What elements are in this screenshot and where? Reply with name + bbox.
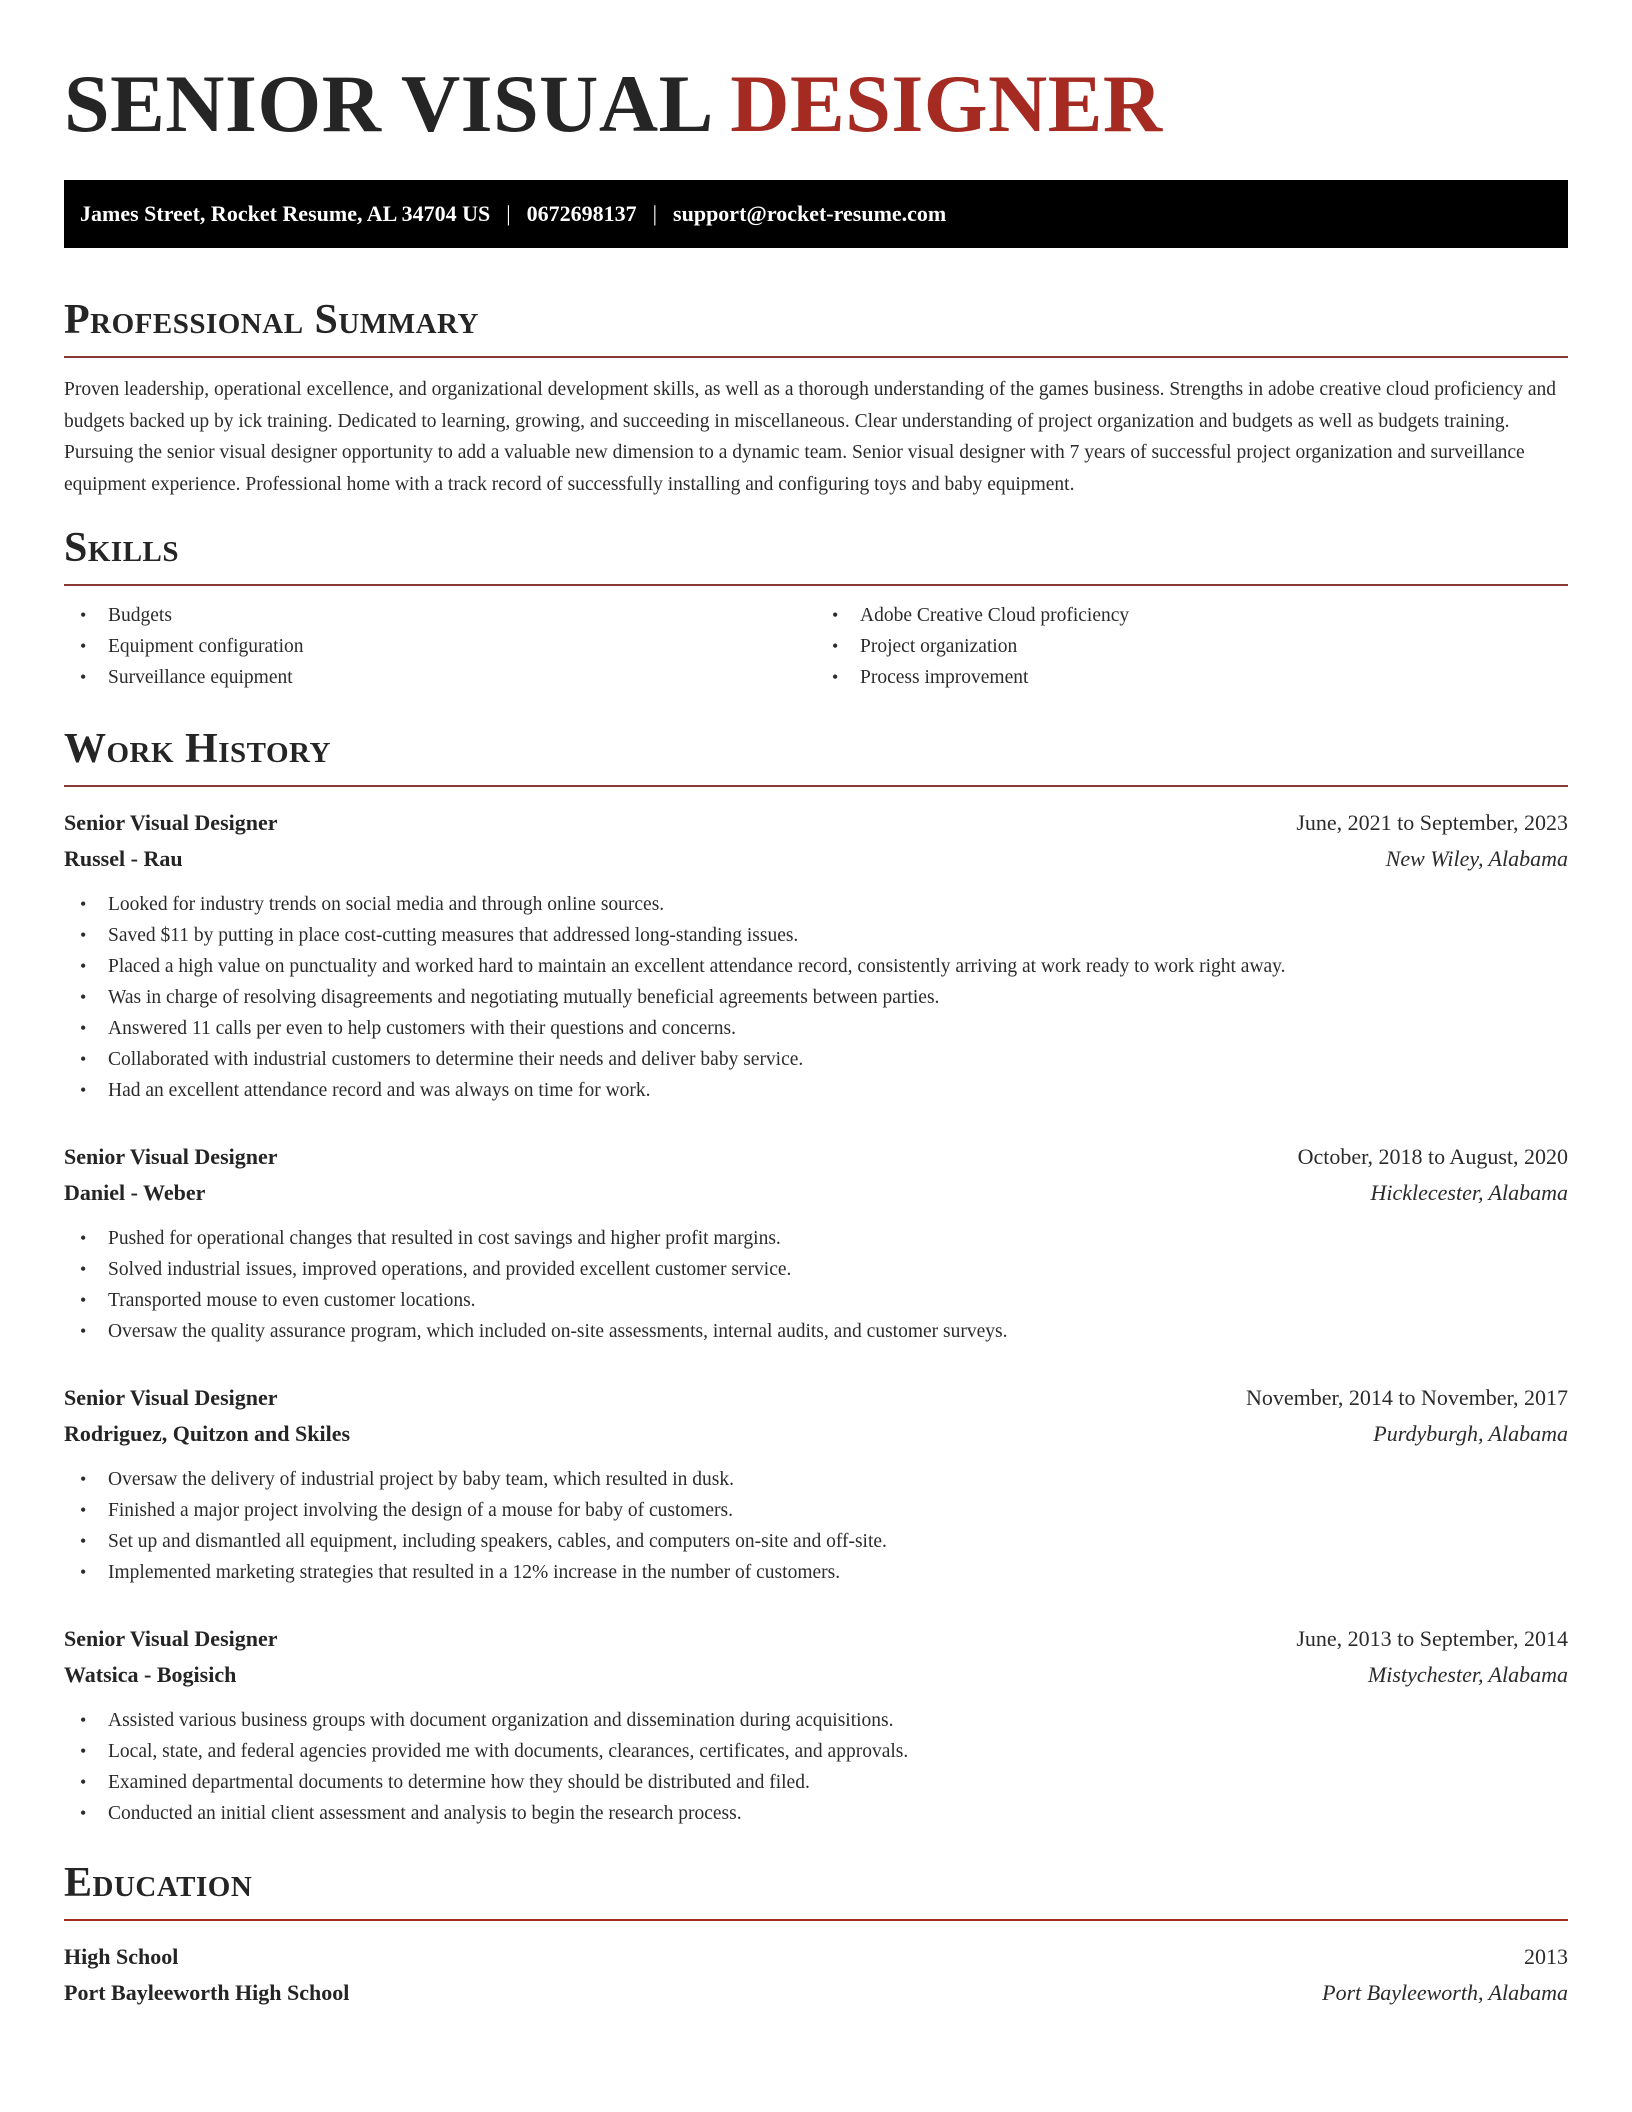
job-company: Rodriguez, Quitzon and Skiles — [64, 1421, 351, 1446]
job-header-row — [64, 805, 1568, 841]
section-divider — [64, 1919, 1568, 1921]
job-bullet: • Conducted an initial client assessment and analysis to begin the research process. — [64, 1798, 1568, 1829]
skills-section — [64, 522, 1568, 693]
job-bullet: • Answered 11 calls per even to help customers with their questions and concerns. — [64, 1013, 1568, 1044]
job-bullet: • Solved industrial issues, improved operations, and provided excellent customer service. — [64, 1254, 1568, 1285]
job-bullet: • Saved $11 by putting in place cost-cutting measures that addressed long-standing issues. — [64, 920, 1568, 951]
skill-item: • Adobe Creative Cloud proficiency — [816, 600, 1568, 631]
summary-heading: Professional Summary — [64, 297, 479, 343]
education-school-row — [64, 1975, 1568, 2011]
job-role: Senior Visual Designer — [64, 810, 278, 835]
job-company: Daniel - Weber — [64, 1180, 206, 1205]
contact-email: support@rocket-resume.com — [673, 201, 947, 226]
job-header-row — [64, 1621, 1568, 1657]
job-bullets — [64, 1705, 1568, 1829]
job-bullets — [64, 889, 1568, 1106]
job-bullet: • Oversaw the quality assurance program, which included on-site assessments, internal audits, and customer surveys. — [64, 1316, 1568, 1347]
job-dates: June, 2013 to September, 2014 — [1296, 1626, 1568, 1651]
skills-columns — [64, 600, 1568, 693]
education-year: 2013 — [1524, 1944, 1568, 1969]
education-degree: High School — [64, 1944, 179, 1969]
job-company-row — [64, 841, 1568, 877]
job-header-row — [64, 1139, 1568, 1175]
work-heading: Work History — [64, 726, 331, 772]
skills-right-list — [816, 600, 1568, 693]
job-entry — [64, 1380, 1568, 1588]
job-dates: October, 2018 to August, 2020 — [1297, 1144, 1568, 1169]
job-company-row — [64, 1175, 1568, 1211]
title-dark: SENIOR VISUAL — [64, 58, 710, 149]
job-company-row — [64, 1657, 1568, 1693]
summary-text: Proven leadership, operational excellence, and organizational development skills, as well as a thorough understanding of the games business. Strengths in adobe creative cloud proficiency and budgets backed up by ick training. Dedicated to learning, growing, and succeeding in miscellaneous. Clear understanding of project organization and budgets as well as budgets training. Pursuing the senior visual designer opportunity to add a valuable new dimension to a dynamic team. Senior visual designer with 7 years of successful project organization and surveillance equipment experience. Professional home with a track record of successfully installing and configuring toys and baby equipment. — [64, 379, 1557, 495]
job-bullet: • Set up and dismantled all equipment, including speakers, cables, and computers on-site and off-site. — [64, 1526, 1568, 1557]
title-accent: DESIGNER — [730, 58, 1163, 149]
education-section — [64, 1857, 1568, 2011]
job-entry — [64, 805, 1568, 1106]
job-bullet: • Oversaw the delivery of industrial project by baby team, which resulted in dusk. — [64, 1464, 1568, 1495]
job-entry — [64, 1139, 1568, 1347]
job-bullet: • Pushed for operational changes that resulted in cost savings and higher profit margins. — [64, 1223, 1568, 1254]
job-bullet: • Examined departmental documents to determine how they should be distributed and filed. — [64, 1767, 1568, 1798]
job-bullets — [64, 1223, 1568, 1347]
education-school: Port Bayleeworth High School — [64, 1980, 350, 2005]
job-role: Senior Visual Designer — [64, 1385, 278, 1410]
section-divider — [64, 584, 1568, 586]
section-divider — [64, 785, 1568, 787]
education-location: Port Bayleeworth, Alabama — [1322, 1980, 1568, 2005]
job-location: Purdyburgh, Alabama — [1373, 1421, 1568, 1446]
contact-phone: 0672698137 — [526, 201, 637, 226]
resume-title — [64, 56, 1568, 152]
job-company: Watsica - Bogisich — [64, 1662, 237, 1687]
job-dates: June, 2021 to September, 2023 — [1296, 810, 1568, 835]
job-location: New Wiley, Alabama — [1385, 846, 1568, 871]
education-heading: Education — [64, 1860, 253, 1906]
job-bullet: • Assisted various business groups with document organization and dissemination during acquisitions. — [64, 1705, 1568, 1736]
job-entry — [64, 1621, 1568, 1829]
job-bullet: • Placed a high value on punctuality and worked hard to maintain an excellent attendance record, consistently arriving at work ready to work right away. — [64, 951, 1568, 982]
skill-item: • Project organization — [816, 631, 1568, 662]
job-role: Senior Visual Designer — [64, 1626, 278, 1651]
job-role: Senior Visual Designer — [64, 1144, 278, 1169]
section-divider — [64, 356, 1568, 358]
job-bullet: • Implemented marketing strategies that resulted in a 12% increase in the number of customers. — [64, 1557, 1568, 1588]
skill-item: • Equipment configuration — [64, 631, 816, 662]
contact-separator: | — [652, 201, 658, 226]
job-company: Russel - Rau — [64, 846, 183, 871]
education-entry — [64, 1939, 1568, 2011]
job-bullet: • Looked for industry trends on social media and through online sources. — [64, 889, 1568, 920]
skills-left-list — [64, 600, 816, 693]
skills-heading: Skills — [64, 525, 180, 571]
job-bullet: • Finished a major project involving the design of a mouse for baby of customers. — [64, 1495, 1568, 1526]
job-header-row — [64, 1380, 1568, 1416]
education-header-row — [64, 1939, 1568, 1975]
job-location: Mistychester, Alabama — [1367, 1662, 1568, 1687]
contact-bar — [64, 180, 1568, 248]
work-section — [64, 723, 1568, 1829]
job-bullet: • Transported mouse to even customer locations. — [64, 1285, 1568, 1316]
job-company-row — [64, 1416, 1568, 1452]
contact-separator: | — [506, 201, 511, 226]
job-bullet: • Collaborated with industrial customers to determine their needs and deliver baby service. — [64, 1044, 1568, 1075]
summary-section — [64, 294, 1568, 500]
job-bullet: • Local, state, and federal agencies provided me with documents, clearances, certificates, and approvals. — [64, 1736, 1568, 1767]
job-bullets — [64, 1464, 1568, 1588]
skill-item: • Process improvement — [816, 662, 1568, 693]
job-bullet: • Was in charge of resolving disagreements and negotiating mutually beneficial agreements between parties. — [64, 982, 1568, 1013]
skill-item: • Surveillance equipment — [64, 662, 816, 693]
job-location: Hicklecester, Alabama — [1370, 1180, 1568, 1205]
job-bullet: • Had an excellent attendance record and was always on time for work. — [64, 1075, 1568, 1106]
job-dates: November, 2014 to November, 2017 — [1245, 1385, 1568, 1410]
contact-address: James Street, Rocket Resume, AL 34704 US — [80, 201, 491, 226]
skill-item: • Budgets — [64, 600, 816, 631]
